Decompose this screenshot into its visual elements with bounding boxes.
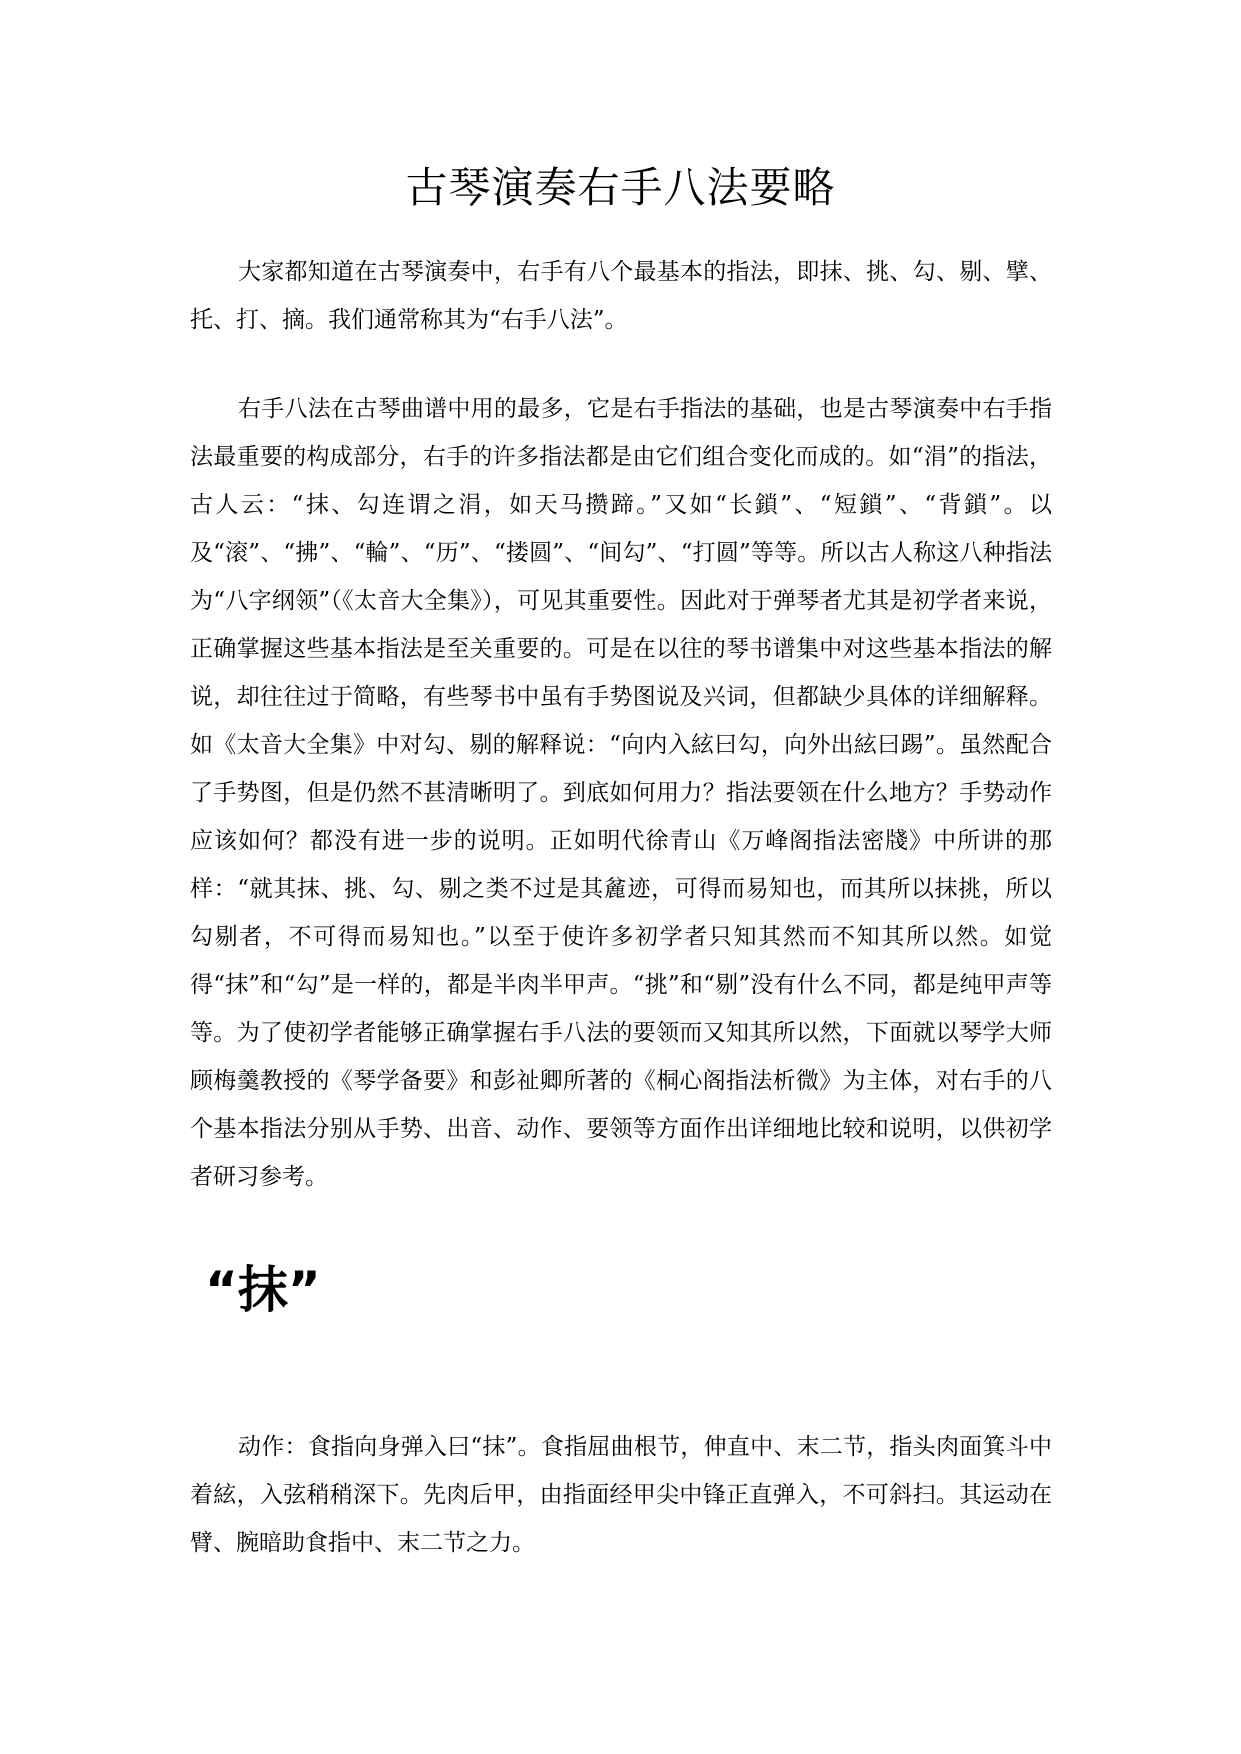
- body-paragraph: 右手八法在古琴曲谱中用的最多，它是右手指法的基础，也是古琴演奏中右手指法最重要的构成部分，右手的许多指法都是由它们组合变化而成的。如“涓”的指法，古人云：“抹、勾连谓之涓，如天马攒蹄。”又如“长鎖”、“短鎖”、“背鎖”。以及“滚”、“拂”、“輪”、“历”、“搂圆”、“间勾”、“打圆”等等。所以古人称这八种指法为“八字纲领”（《太音大全集》），可见其重要性。因此对于弹琴者尤其是初学者来说，正确掌握这些基本指法是至关重要的。可是在以往的琴书谱集中对这些基本指法的解说，却往往过于简略，有些琴书中虽有手势图说及兴词，但都缺少具体的详细解释。如《太音大全集》中对勾、剔的解释说：“向内入絃曰勾，向外出絃曰踢”。虽然配合了手势图，但是仍然不甚清晰明了。到底如何用力？指法要领在什么地方？手势动作应该如何？都没有进一步的说明。正如明代徐青山《万峰阁指法密牋》中所讲的那样：“就其抹、挑、勾、剔之类不过是其麄迹，可得而易知也，而其所以抹挑，所以勾剔者，不可得而易知也。”以至于使许多初学者只知其然而不知其所以然。如觉得“抹”和“勾”是一样的，都是半肉半甲声。“挑”和“剔”没有什么不同，都是纯甲声等等。为了使初学者能够正确掌握右手八法的要领而又知其所以然，下面就以琴学大师顾梅羹教授的《琴学备要》和彭祉卿所著的《桐心阁指法析微》为主体，对右手的八个基本指法分别从手势、出音、动作、要领等方面作出详细地比较和说明，以供初学者研习参考。: [190, 396, 1052, 1190]
- section-paragraph-mo: 动作：食指向身弹入曰“抹”。食指屈曲根节，伸直中、末二节，指头肉面箕斗中着絃，入弦稍稍深下。先肉后甲，由指面经甲尖中锋正直弹入，不可斜扫。其运动在臂、腕暗助食指中、末二节之力。: [190, 1434, 1052, 1556]
- section-heading-mo: “抹”: [205, 1261, 321, 1319]
- intro-paragraph: 大家都知道在古琴演奏中，右手有八个最基本的指法，即抹、挑、勾、剔、擘、托、打、摘。我们通常称其为“右手八法”。: [190, 259, 1052, 333]
- document-title: 古琴演奏右手八法要略: [405, 163, 836, 212]
